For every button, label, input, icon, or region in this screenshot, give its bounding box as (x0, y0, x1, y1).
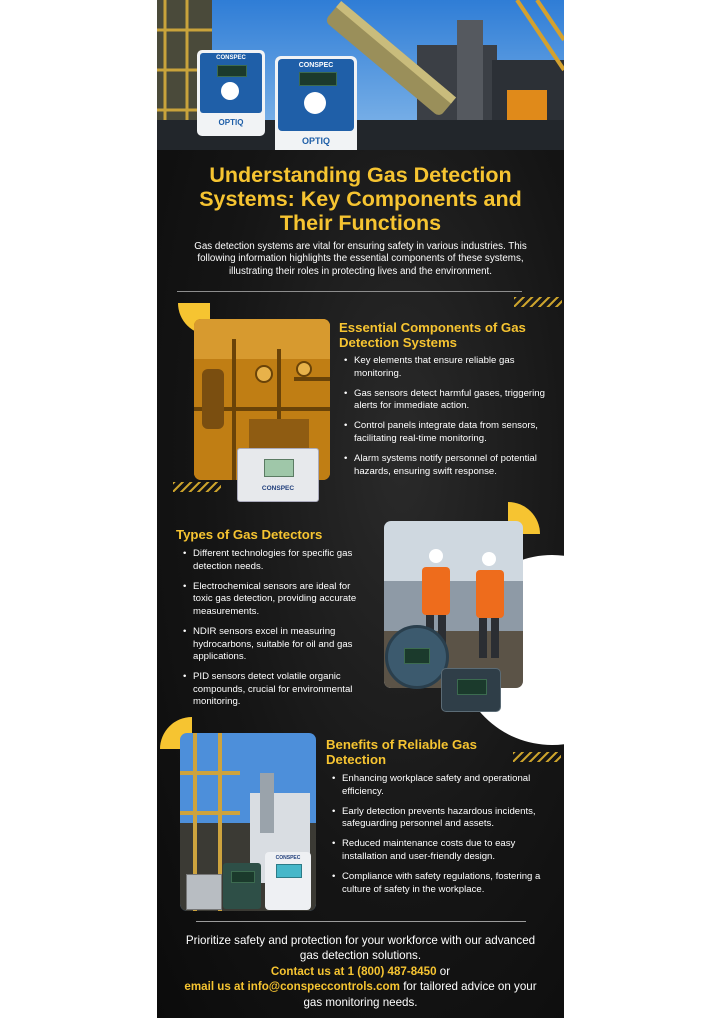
device-logo-icon (221, 82, 239, 100)
list-item: • PID sensors detect volatile organic compounds, crucial for environmental monitoring. (181, 671, 371, 709)
intro-paragraph: Gas detection systems are vital for ensuring safety in various industries. This following information highlights the essential components of these systems, illustrating their roles in protecting lives and the environment. (194, 241, 527, 277)
gas-detector-device (197, 50, 265, 136)
hatch-decoration (513, 752, 561, 762)
list-item: • Different technologies for specific gas detection needs. (181, 548, 371, 573)
infographic-poster (157, 0, 564, 1018)
page-title: Understanding Gas Detection Systems: Key Components and Their Functions (199, 163, 522, 235)
footer-tail: for tailored advice on your gas monitoring needs. (303, 980, 537, 1009)
list-item: • Electrochemical sensors are ideal for toxic gas detection, providing accurate measurements. (181, 581, 371, 619)
footer-contact (177, 933, 544, 1010)
contact-email: email us at info@conspeccontrols.com (184, 980, 400, 994)
hero-image (157, 0, 564, 150)
list-item: • Enhancing workplace safety and operational efficiency. (330, 773, 552, 798)
gas-detector-device (275, 56, 357, 150)
gas-detector-device (385, 625, 449, 689)
section3-list (330, 773, 552, 904)
section3-title: Benefits of Reliable Gas Detection (326, 737, 477, 767)
device-brand-label: CONSPEC (216, 55, 246, 61)
list-item: • Alarm systems notify personnel of potential hazards, ensuring swift response. (342, 453, 552, 478)
list-item: • Gas sensors detect harmful gases, triggering alerts for immediate action. (342, 388, 552, 413)
hatch-decoration (173, 482, 221, 492)
gas-detector-device (441, 668, 501, 712)
contact-phone: Contact us at 1 (800) 487-8450 (270, 964, 437, 978)
gas-detector-device (186, 874, 222, 910)
list-item: • Reduced maintenance costs due to easy installation and user-friendly design. (330, 838, 552, 863)
list-item: • Key elements that ensure reliable gas monitoring. (342, 355, 552, 380)
device-logo-icon (304, 92, 326, 114)
device-brand-label: CONSPEC (275, 855, 301, 861)
list-item: • Early detection prevents hazardous incidents, safeguarding personnel and assets. (330, 806, 552, 831)
section1-list (342, 355, 552, 486)
list-item: • Compliance with safety regulations, fostering a culture of safety in the workplace. (330, 871, 552, 896)
device-brand-label: CONSPEC (298, 62, 334, 69)
list-item: • NDIR sensors excel in measuring hydrocarbons, suitable for oil and gas applications. (181, 626, 371, 664)
hatch-decoration (514, 297, 562, 307)
gas-detector-device (265, 852, 311, 910)
list-item: • Control panels integrate data from sensors, facilitating real-time monitoring. (342, 420, 552, 445)
device-model-label: OPTIQ (301, 136, 330, 146)
panel-brand-label: CONSPEC (261, 485, 295, 492)
footer-or: or (439, 964, 451, 978)
gas-detector-device (223, 863, 261, 909)
section1-title: Essential Components of Gas Detection Systems (339, 320, 526, 350)
section2-list (181, 548, 371, 717)
footer-line: Prioritize safety and protection for your workforce with our advanced gas detection solutions. (185, 934, 536, 963)
divider (196, 921, 526, 922)
device-model-label: OPTIQ (218, 118, 244, 127)
control-panel-device (237, 448, 319, 502)
divider (177, 291, 522, 292)
section2-title: Types of Gas Detectors (176, 527, 323, 542)
